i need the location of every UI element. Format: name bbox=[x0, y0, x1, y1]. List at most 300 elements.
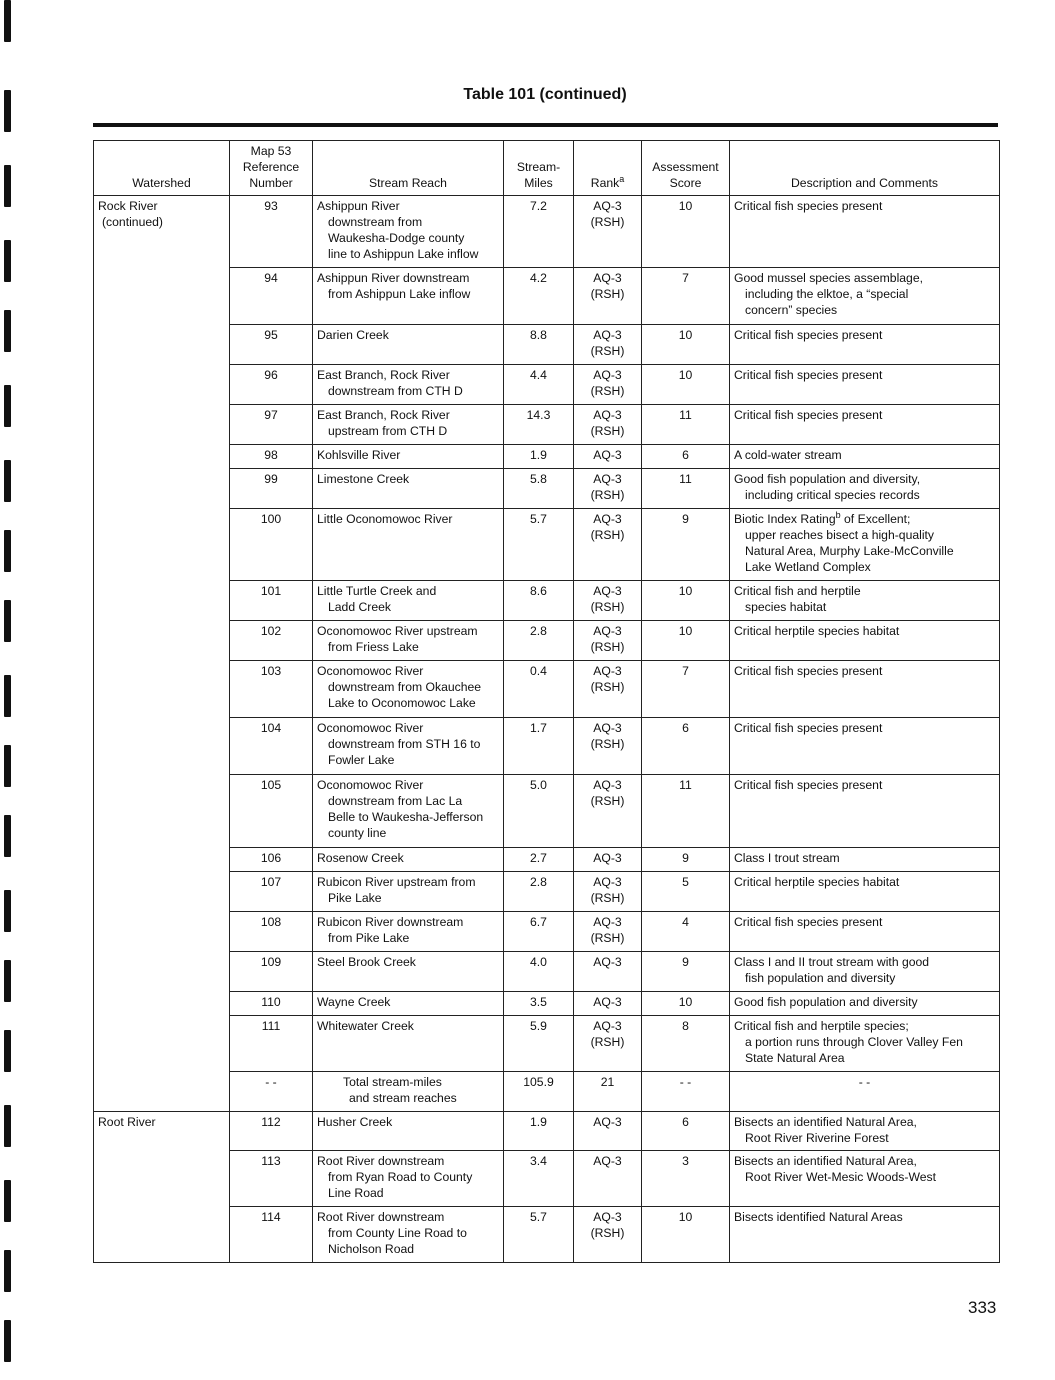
description-cell bbox=[730, 872, 1000, 912]
watershed-cell bbox=[94, 621, 230, 661]
table-row bbox=[94, 992, 1000, 1016]
table-row bbox=[94, 952, 1000, 992]
cell-line: a portion runs through Clover Valley Fen bbox=[745, 1035, 963, 1049]
reference-number-cell: 98 bbox=[230, 445, 313, 469]
stream-reach-cell bbox=[313, 1207, 504, 1263]
rank-cell bbox=[574, 775, 642, 848]
cell-line: Critical herptile species habitat bbox=[734, 875, 900, 889]
cell-line: Critical fish species present bbox=[734, 368, 883, 382]
assessment-score-cell: 6 bbox=[642, 718, 730, 775]
assessment-score-cell: 10 bbox=[642, 581, 730, 621]
cell-line: Oconomowoc River upstream bbox=[317, 624, 478, 638]
cell-line: (RSH) bbox=[590, 931, 625, 945]
cell-line: Steel Brook Creek bbox=[317, 955, 416, 969]
rank-cell bbox=[574, 196, 642, 268]
stream-reach-cell bbox=[313, 952, 504, 992]
watershed-cell bbox=[94, 1016, 230, 1072]
watershed-cell bbox=[94, 1112, 230, 1151]
cell-line: (RSH) bbox=[590, 794, 625, 808]
stream-miles-cell: 1.9 bbox=[504, 445, 574, 469]
cell-line: Critical fish and herptile bbox=[734, 584, 861, 598]
cell-line: Good fish population and diversity, bbox=[734, 472, 921, 486]
cell-line: Critical fish species present bbox=[734, 199, 883, 213]
table-row bbox=[94, 848, 1000, 872]
reference-number-cell: 114 bbox=[230, 1207, 313, 1263]
cell-line: Lake Wetland Complex bbox=[745, 560, 871, 574]
header-miles: Stream- Miles bbox=[504, 141, 574, 196]
cell-line: Oconomowoc River bbox=[317, 778, 424, 792]
cell-line: Biotic Index Rating$^b$ of Excellent; bbox=[734, 509, 911, 526]
cell-line: downstream from CTH D bbox=[328, 384, 463, 398]
reference-number-cell: 100 bbox=[230, 509, 313, 581]
cell-line: Root River downstream bbox=[317, 1154, 445, 1168]
description-cell bbox=[730, 775, 1000, 848]
header-reach: Stream Reach bbox=[313, 141, 504, 196]
cell-line: (RSH) bbox=[590, 344, 625, 358]
description-cell bbox=[730, 1207, 1000, 1263]
cell-line: Kohlsville River bbox=[317, 448, 401, 462]
cell-line: (RSH) bbox=[590, 891, 625, 905]
cell-line: AQ-3 bbox=[593, 328, 622, 342]
cell-line: Little Turtle Creek and bbox=[317, 584, 437, 598]
cell-line: Pike Lake bbox=[328, 891, 382, 905]
cell-line: Class I trout stream bbox=[734, 851, 840, 865]
reference-number-cell: 93 bbox=[230, 196, 313, 268]
watershed-cell bbox=[94, 445, 230, 469]
table-row bbox=[94, 325, 1000, 365]
assessment-score-cell: 6 bbox=[642, 1112, 730, 1151]
stream-reach-cell bbox=[313, 1151, 504, 1207]
table-row bbox=[94, 1207, 1000, 1263]
stream-reach-cell bbox=[313, 1112, 504, 1151]
reference-number-cell: 105 bbox=[230, 775, 313, 848]
cell-line: (continued) bbox=[102, 215, 163, 229]
cell-line: concern” species bbox=[745, 303, 838, 317]
stream-miles-cell: 0.4 bbox=[504, 661, 574, 718]
description-cell bbox=[730, 581, 1000, 621]
reference-number-cell: 111 bbox=[230, 1016, 313, 1072]
cell-line: Belle to Waukesha-Jefferson bbox=[328, 810, 484, 824]
header-rank: Rank$^a$ bbox=[574, 141, 642, 196]
description-cell bbox=[730, 661, 1000, 718]
assessment-score-cell: - - bbox=[642, 1072, 730, 1112]
stream-miles-cell: 1.9 bbox=[504, 1112, 574, 1151]
reference-number-cell: 113 bbox=[230, 1151, 313, 1207]
table-row bbox=[94, 1112, 1000, 1151]
rank-cell bbox=[574, 509, 642, 581]
cell-line: Rubicon River upstream from bbox=[317, 875, 476, 889]
description-cell bbox=[730, 952, 1000, 992]
cell-line: Critical fish species present bbox=[734, 664, 883, 678]
watershed-cell bbox=[94, 196, 230, 268]
binder-hole-marks bbox=[0, 0, 16, 1380]
watershed-cell bbox=[94, 848, 230, 872]
stream-miles-cell: 2.8 bbox=[504, 621, 574, 661]
cell-line: Root River Riverine Forest bbox=[745, 1131, 889, 1145]
cell-line: AQ-3 bbox=[593, 472, 622, 486]
cell-line: Good fish population and diversity bbox=[734, 995, 918, 1009]
cell-line: downstream from bbox=[328, 215, 423, 229]
cell-line: AQ-3 bbox=[593, 955, 622, 969]
assessment-score-cell: 10 bbox=[642, 196, 730, 268]
cell-line: Lake to Oconomowoc Lake bbox=[328, 696, 476, 710]
cell-line: Critical herptile species habitat bbox=[734, 624, 900, 638]
reference-number-cell: 95 bbox=[230, 325, 313, 365]
stream-miles-cell: 5.9 bbox=[504, 1016, 574, 1072]
cell-line: Total stream-miles bbox=[343, 1075, 442, 1089]
cell-line: East Branch, Rock River bbox=[317, 368, 450, 382]
rank-cell bbox=[574, 325, 642, 365]
cell-line: AQ-3 bbox=[593, 995, 622, 1009]
cell-line: Limestone Creek bbox=[317, 472, 410, 486]
stream-reach-cell bbox=[313, 469, 504, 509]
stream-miles-cell: 4.0 bbox=[504, 952, 574, 992]
cell-line: (RSH) bbox=[590, 1226, 625, 1240]
rank-cell bbox=[574, 912, 642, 952]
stream-reach-cell bbox=[313, 509, 504, 581]
stream-miles-cell: 105.9 bbox=[504, 1072, 574, 1112]
cell-line: AQ-3 bbox=[593, 368, 622, 382]
stream-miles-cell: 3.5 bbox=[504, 992, 574, 1016]
description-cell bbox=[730, 621, 1000, 661]
table-row bbox=[94, 581, 1000, 621]
title-rule bbox=[93, 123, 998, 127]
cell-line: AQ-3 bbox=[593, 1210, 622, 1224]
assessment-score-cell: 7 bbox=[642, 661, 730, 718]
cell-line: upper reaches bisect a high-quality bbox=[745, 528, 935, 542]
watershed-cell bbox=[94, 581, 230, 621]
assessment-score-cell: 10 bbox=[642, 1207, 730, 1263]
cell-line: Bisects identified Natural Areas bbox=[734, 1210, 903, 1224]
cell-line: (RSH) bbox=[590, 1035, 625, 1049]
cell-line: Ashippun River downstream bbox=[317, 271, 470, 285]
watershed-cell bbox=[94, 775, 230, 848]
stream-reach-cell bbox=[313, 581, 504, 621]
stream-miles-cell: 2.8 bbox=[504, 872, 574, 912]
cell-line: county line bbox=[328, 826, 387, 840]
reference-number-cell: 99 bbox=[230, 469, 313, 509]
description-cell bbox=[730, 848, 1000, 872]
table-row bbox=[94, 718, 1000, 775]
stream-miles-cell: 5.7 bbox=[504, 1207, 574, 1263]
stream-miles-cell: 14.3 bbox=[504, 405, 574, 445]
stream-miles-cell: 8.6 bbox=[504, 581, 574, 621]
cell-line: Ashippun River bbox=[317, 199, 400, 213]
stream-miles-cell: 8.8 bbox=[504, 325, 574, 365]
stream-reach-cell bbox=[313, 445, 504, 469]
assessment-score-cell: 5 bbox=[642, 872, 730, 912]
table-row bbox=[94, 872, 1000, 912]
cell-line: AQ-3 bbox=[593, 448, 622, 462]
rank-cell bbox=[574, 581, 642, 621]
cell-line: Critical fish species present bbox=[734, 408, 883, 422]
description-cell bbox=[730, 325, 1000, 365]
cell-line: from Ashippun Lake inflow bbox=[328, 287, 471, 301]
description-cell bbox=[730, 1112, 1000, 1151]
reference-number-cell: 110 bbox=[230, 992, 313, 1016]
description-cell bbox=[730, 365, 1000, 405]
cell-line: Ladd Creek bbox=[328, 600, 392, 614]
description-cell bbox=[730, 445, 1000, 469]
cell-line: AQ-3 bbox=[593, 1019, 622, 1033]
assessment-score-cell: 7 bbox=[642, 268, 730, 325]
rank-cell bbox=[574, 1072, 642, 1112]
assessment-score-cell: 9 bbox=[642, 848, 730, 872]
description-cell bbox=[730, 1151, 1000, 1207]
cell-line: AQ-3 bbox=[593, 199, 622, 213]
stream-miles-cell: 6.7 bbox=[504, 912, 574, 952]
reference-number-cell: 96 bbox=[230, 365, 313, 405]
rank-cell bbox=[574, 469, 642, 509]
description-cell bbox=[730, 1072, 1000, 1112]
assessment-score-cell: 11 bbox=[642, 405, 730, 445]
reference-number-cell: 101 bbox=[230, 581, 313, 621]
cell-line: Class I and II trout stream with good bbox=[734, 955, 930, 969]
reference-number-cell: 106 bbox=[230, 848, 313, 872]
cell-line: Fowler Lake bbox=[328, 753, 395, 767]
reference-number-cell: 109 bbox=[230, 952, 313, 992]
cell-line: Root River downstream bbox=[317, 1210, 445, 1224]
rank-cell bbox=[574, 621, 642, 661]
table-row bbox=[94, 365, 1000, 405]
stream-miles-cell: 7.2 bbox=[504, 196, 574, 268]
cell-line: Critical fish species present bbox=[734, 915, 883, 929]
cell-line: Good mussel species assemblage, bbox=[734, 271, 924, 285]
cell-line: AQ-3 bbox=[593, 778, 622, 792]
cell-line: AQ-3 bbox=[593, 584, 622, 598]
stream-reach-cell bbox=[313, 268, 504, 325]
watershed-cell bbox=[94, 992, 230, 1016]
cell-line: (RSH) bbox=[590, 640, 625, 654]
description-cell bbox=[730, 268, 1000, 325]
cell-line: East Branch, Rock River bbox=[317, 408, 450, 422]
cell-line: Bisects an identified Natural Area, bbox=[734, 1115, 917, 1129]
cell-line: Husher Creek bbox=[317, 1115, 393, 1129]
table-title: Table 101 (continued) bbox=[463, 86, 627, 103]
cell-line: Darien Creek bbox=[317, 328, 389, 342]
cell-line: AQ-3 bbox=[593, 851, 622, 865]
cell-line: Natural Area, Murphy Lake-McConville bbox=[745, 544, 954, 558]
cell-line: Critical fish and herptile species; bbox=[734, 1019, 909, 1033]
cell-line: (RSH) bbox=[590, 600, 625, 614]
header-row bbox=[94, 141, 1000, 196]
stream-reach-cell bbox=[313, 405, 504, 445]
table-row bbox=[94, 469, 1000, 509]
watershed-cell bbox=[94, 872, 230, 912]
cell-line: Whitewater Creek bbox=[317, 1019, 414, 1033]
watershed-cell bbox=[94, 661, 230, 718]
rank-cell bbox=[574, 1151, 642, 1207]
description-cell bbox=[730, 405, 1000, 445]
cell-line: (RSH) bbox=[590, 384, 625, 398]
table-row bbox=[94, 621, 1000, 661]
cell-line: Bisects an identified Natural Area, bbox=[734, 1154, 917, 1168]
header-description: Description and Comments bbox=[730, 141, 1000, 196]
reference-number-cell: - - bbox=[230, 1072, 313, 1112]
stream-reach-cell bbox=[313, 1016, 504, 1072]
description-cell bbox=[730, 1016, 1000, 1072]
cell-line: AQ-3 bbox=[593, 1154, 622, 1168]
stream-reach-cell bbox=[313, 196, 504, 268]
stream-reach-cell bbox=[313, 912, 504, 952]
description-cell bbox=[730, 718, 1000, 775]
cell-line: from Ryan Road to County bbox=[328, 1170, 473, 1184]
stream-table bbox=[93, 140, 1000, 1263]
rank-cell bbox=[574, 718, 642, 775]
watershed-cell bbox=[94, 1207, 230, 1263]
cell-line: and stream reaches bbox=[349, 1091, 457, 1105]
cell-line: Rock River bbox=[98, 199, 158, 213]
stream-reach-cell bbox=[313, 775, 504, 848]
assessment-score-cell: 8 bbox=[642, 1016, 730, 1072]
watershed-cell bbox=[94, 509, 230, 581]
cell-line: Little Oconomowoc River bbox=[317, 512, 453, 526]
cell-line: (RSH) bbox=[590, 488, 625, 502]
rank-cell bbox=[574, 848, 642, 872]
rank-cell bbox=[574, 661, 642, 718]
assessment-score-cell: 6 bbox=[642, 445, 730, 469]
watershed-cell bbox=[94, 718, 230, 775]
cell-line: Critical fish species present bbox=[734, 721, 883, 735]
rank-cell bbox=[574, 992, 642, 1016]
watershed-cell bbox=[94, 1151, 230, 1207]
watershed-cell bbox=[94, 365, 230, 405]
table-row bbox=[94, 912, 1000, 952]
cell-line: fish population and diversity bbox=[745, 971, 896, 985]
header-score: Assessment Score bbox=[642, 141, 730, 196]
cell-line: - - bbox=[858, 1075, 871, 1089]
cell-line: Nicholson Road bbox=[328, 1242, 415, 1256]
cell-line: Rubicon River downstream bbox=[317, 915, 464, 929]
cell-line: (RSH) bbox=[590, 287, 625, 301]
cell-line: AQ-3 bbox=[593, 875, 622, 889]
reference-number-cell: 108 bbox=[230, 912, 313, 952]
reference-number-cell: 97 bbox=[230, 405, 313, 445]
stream-miles-cell: 4.4 bbox=[504, 365, 574, 405]
assessment-score-cell: 10 bbox=[642, 992, 730, 1016]
reference-number-cell: 103 bbox=[230, 661, 313, 718]
stream-reach-cell bbox=[313, 661, 504, 718]
cell-line: AQ-3 bbox=[593, 408, 622, 422]
stream-reach-cell bbox=[313, 1072, 504, 1112]
watershed-cell bbox=[94, 469, 230, 509]
cell-line: (RSH) bbox=[590, 528, 625, 542]
cell-line: Wayne Creek bbox=[317, 995, 391, 1009]
table-row bbox=[94, 1016, 1000, 1072]
assessment-score-cell: 11 bbox=[642, 469, 730, 509]
cell-line: from Pike Lake bbox=[328, 931, 410, 945]
rank-cell bbox=[574, 1016, 642, 1072]
table-body bbox=[94, 196, 1000, 1263]
assessment-score-cell: 4 bbox=[642, 912, 730, 952]
cell-line: AQ-3 bbox=[593, 271, 622, 285]
cell-line: upstream from CTH D bbox=[328, 424, 448, 438]
cell-line: Root River Wet-Mesic Woods-West bbox=[745, 1170, 936, 1184]
rank-cell bbox=[574, 872, 642, 912]
table-row bbox=[94, 1151, 1000, 1207]
stream-miles-cell: 5.8 bbox=[504, 469, 574, 509]
cell-line: Oconomowoc River bbox=[317, 664, 424, 678]
cell-line: Rosenow Creek bbox=[317, 851, 404, 865]
reference-number-cell: 104 bbox=[230, 718, 313, 775]
cell-line: including critical species records bbox=[745, 488, 920, 502]
description-cell bbox=[730, 912, 1000, 952]
assessment-score-cell: 10 bbox=[642, 365, 730, 405]
rank-cell bbox=[574, 268, 642, 325]
cell-line: Root River bbox=[98, 1115, 156, 1129]
watershed-cell bbox=[94, 268, 230, 325]
stream-reach-cell bbox=[313, 992, 504, 1016]
watershed-cell bbox=[94, 405, 230, 445]
table-row bbox=[94, 661, 1000, 718]
reference-number-cell: 94 bbox=[230, 268, 313, 325]
cell-line: species habitat bbox=[745, 600, 827, 614]
stream-reach-cell bbox=[313, 621, 504, 661]
rank-cell bbox=[574, 405, 642, 445]
cell-line: AQ-3 bbox=[593, 664, 622, 678]
stream-miles-cell: 1.7 bbox=[504, 718, 574, 775]
table-row bbox=[94, 405, 1000, 445]
cell-line: Line Road bbox=[328, 1186, 384, 1200]
cell-line: Waukesha-Dodge county bbox=[328, 231, 465, 245]
cell-line: including the elktoe, a “special bbox=[745, 287, 909, 301]
assessment-score-cell: 9 bbox=[642, 509, 730, 581]
watershed-cell bbox=[94, 325, 230, 365]
cell-line: (RSH) bbox=[590, 737, 625, 751]
cell-line: 21 bbox=[600, 1075, 615, 1089]
cell-line: A cold-water stream bbox=[734, 448, 842, 462]
table-row bbox=[94, 268, 1000, 325]
assessment-score-cell: 9 bbox=[642, 952, 730, 992]
stream-miles-cell: 4.2 bbox=[504, 268, 574, 325]
rank-cell bbox=[574, 445, 642, 469]
header-reference: Map 53 Reference Number bbox=[230, 141, 313, 196]
rank-cell bbox=[574, 365, 642, 405]
stream-reach-cell bbox=[313, 848, 504, 872]
reference-number-cell: 107 bbox=[230, 872, 313, 912]
assessment-score-cell: 3 bbox=[642, 1151, 730, 1207]
cell-line: line to Ashippun Lake inflow bbox=[328, 247, 479, 261]
table-row bbox=[94, 1072, 1000, 1112]
cell-line: AQ-3 bbox=[593, 721, 622, 735]
cell-line: from County Line Road to bbox=[328, 1226, 467, 1240]
table-row bbox=[94, 509, 1000, 581]
cell-line: downstream from Okauchee bbox=[328, 680, 482, 694]
header-watershed: Watershed bbox=[94, 141, 230, 196]
table-row bbox=[94, 445, 1000, 469]
stream-reach-cell bbox=[313, 872, 504, 912]
assessment-score-cell: 10 bbox=[642, 621, 730, 661]
cell-line: State Natural Area bbox=[745, 1051, 845, 1065]
cell-line: AQ-3 bbox=[593, 624, 622, 638]
description-cell bbox=[730, 196, 1000, 268]
stream-miles-cell: 5.0 bbox=[504, 775, 574, 848]
cell-line: AQ-3 bbox=[593, 915, 622, 929]
stream-reach-cell bbox=[313, 365, 504, 405]
stream-reach-cell bbox=[313, 718, 504, 775]
cell-line: AQ-3 bbox=[593, 512, 622, 526]
cell-line: downstream from STH 16 to bbox=[328, 737, 481, 751]
cell-line: Critical fish species present bbox=[734, 328, 883, 342]
rank-cell bbox=[574, 1207, 642, 1263]
description-cell bbox=[730, 469, 1000, 509]
cell-line: AQ-3 bbox=[593, 1115, 622, 1129]
cell-line: Oconomowoc River bbox=[317, 721, 424, 735]
stream-reach-cell bbox=[313, 325, 504, 365]
cell-line: Critical fish species present bbox=[734, 778, 883, 792]
table-row bbox=[94, 775, 1000, 848]
reference-number-cell: 102 bbox=[230, 621, 313, 661]
